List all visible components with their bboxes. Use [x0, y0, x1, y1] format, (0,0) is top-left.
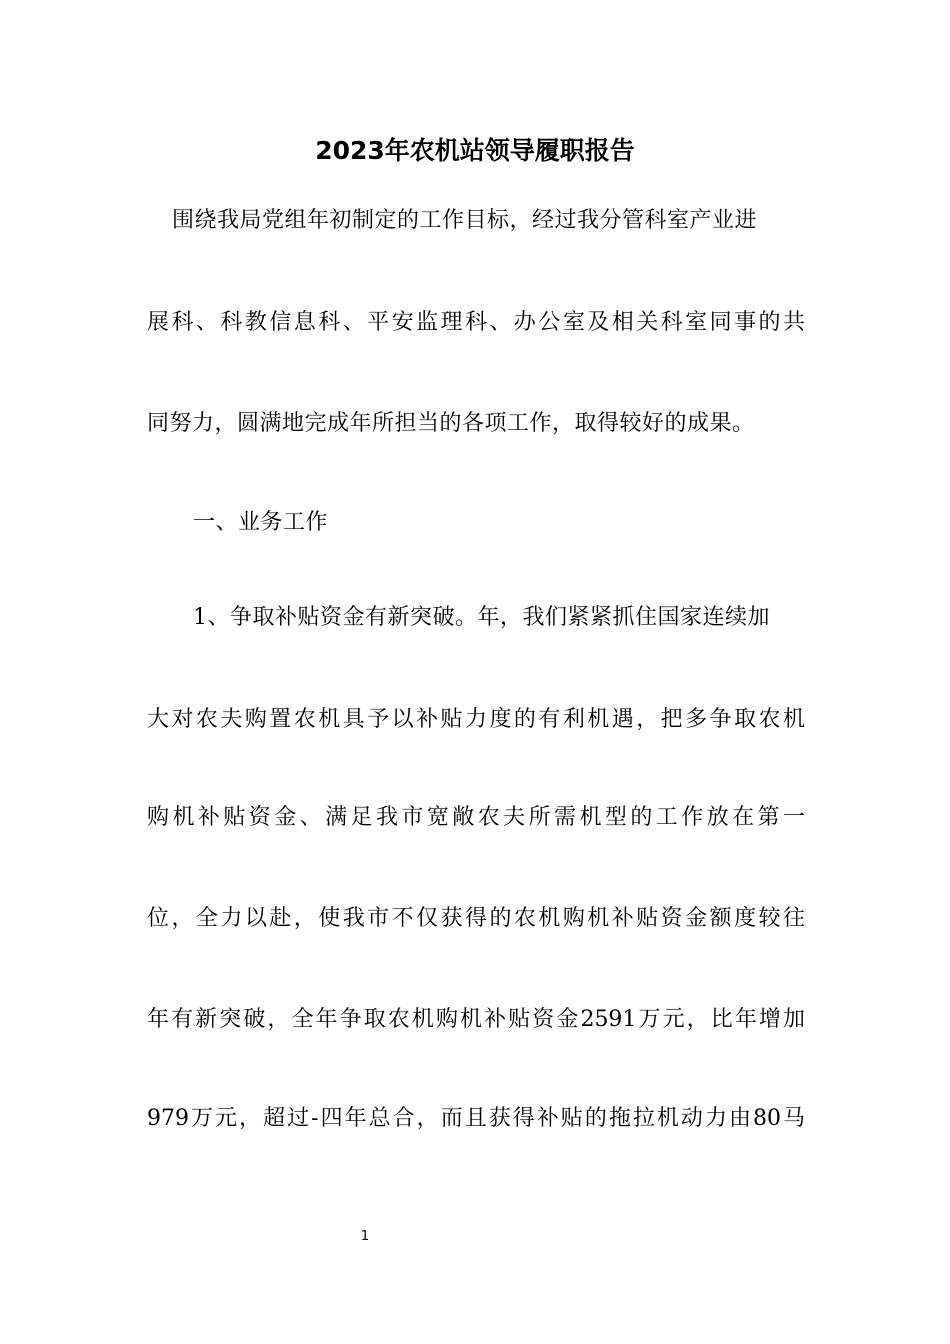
document-title: 2023年农机站领导履职报告 — [315, 136, 635, 165]
paragraph-line: 年有新突破，全年争取农机购机补贴资金2591万元，比年增加 — [147, 1007, 805, 1032]
paragraph-line: 位，全力以赴，使我市不仅获得的农机购机补贴资金额度较往 — [147, 906, 805, 931]
section-heading: 一、业务工作 — [193, 510, 329, 535]
paragraph-line: 购机补贴资金、满足我市宽敞农夫所需机型的工作放在第一 — [147, 805, 805, 830]
page-number: 1 — [360, 1229, 370, 1244]
paragraph-line: 大对农夫购置农机具予以补贴力度的有利机遇，把多争取农机 — [147, 707, 805, 732]
paragraph-line: 同努力，圆满地完成年所担当的各项工作，取得较好的成果。 — [147, 411, 755, 436]
paragraph-line: 979万元，超过-四年总合，而且获得补贴的拖拉机动力由80马 — [147, 1106, 805, 1131]
paragraph-line: 1、争取补贴资金有新突破。年，我们紧紧抓住国家连续加 — [193, 605, 770, 630]
paragraph-line: 围绕我局党组年初制定的工作目标，经过我分管科室产业进 — [172, 208, 758, 233]
paragraph-line: 展科、科教信息科、平安监理科、办公室及相关科室同事的共 — [147, 310, 805, 335]
